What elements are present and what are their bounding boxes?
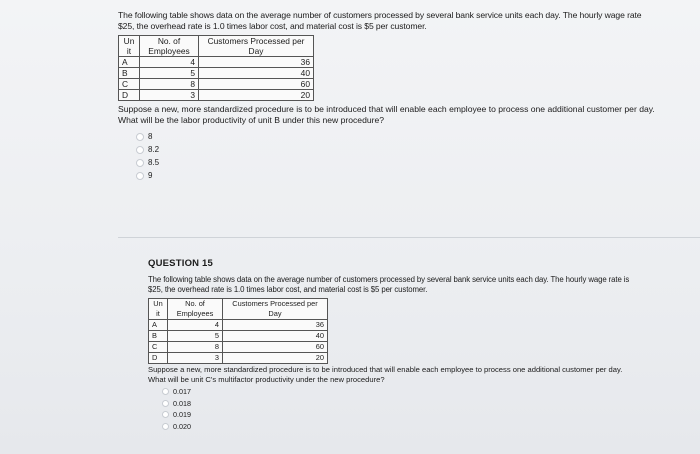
unit-cell: C bbox=[149, 342, 168, 353]
option-label: 0.018 bbox=[173, 398, 191, 408]
intro-line: $25, the overhead rate is 1.0 times labor cost, and material cost is $5 per customer. bbox=[148, 285, 428, 294]
intro-line: $25, the overhead rate is 1.0 times labor cost, and material cost is $5 per customer. bbox=[118, 21, 427, 31]
table-row bbox=[149, 353, 328, 364]
customers-cell: 36 bbox=[199, 57, 314, 68]
table-row bbox=[149, 331, 328, 342]
employees-cell: 4 bbox=[168, 320, 223, 331]
unit-cell: B bbox=[119, 68, 140, 79]
answer-option[interactable] bbox=[136, 156, 698, 169]
section-divider bbox=[118, 237, 700, 238]
data-table bbox=[118, 35, 314, 101]
customers-cell: 20 bbox=[223, 353, 328, 364]
question-1-prompt bbox=[118, 104, 698, 126]
radio-button[interactable] bbox=[136, 172, 144, 180]
employees-cell: 5 bbox=[140, 68, 199, 79]
answer-option[interactable] bbox=[162, 409, 698, 421]
answer-option[interactable] bbox=[136, 169, 698, 182]
intro-line: The following table shows data on the average number of customers processed by several bank service units each day. The hourly wage rate bbox=[118, 10, 642, 20]
answer-option[interactable] bbox=[162, 421, 698, 433]
radio-button[interactable] bbox=[162, 388, 169, 395]
employees-cell: 8 bbox=[168, 342, 223, 353]
unit-cell: D bbox=[119, 90, 140, 101]
question-1-intro bbox=[118, 10, 698, 32]
question-15-prompt bbox=[148, 365, 698, 384]
column-header-unit: Un it bbox=[149, 299, 168, 320]
table-row bbox=[149, 342, 328, 353]
column-header-unit: Un it bbox=[119, 36, 140, 57]
employees-cell: 8 bbox=[140, 79, 199, 90]
answer-option[interactable] bbox=[162, 386, 698, 398]
unit-cell: A bbox=[149, 320, 168, 331]
column-header-customers: Customers Processed per Day bbox=[199, 36, 314, 57]
data-table bbox=[148, 298, 328, 364]
unit-cell: A bbox=[119, 57, 140, 68]
table-row bbox=[119, 57, 314, 68]
employees-cell: 3 bbox=[168, 353, 223, 364]
table-row bbox=[119, 90, 314, 101]
option-label: 0.017 bbox=[173, 387, 191, 397]
prompt-line: Suppose a new, more standardized procedure is to be introduced that will enable each employee to process one additional customer per day. bbox=[118, 104, 655, 114]
customers-cell: 40 bbox=[223, 331, 328, 342]
option-label: 9 bbox=[148, 171, 153, 180]
employees-cell: 4 bbox=[140, 57, 199, 68]
answer-options bbox=[118, 130, 698, 182]
answer-option[interactable] bbox=[136, 143, 698, 156]
intro-line: The following table shows data on the average number of customers processed by several bank service units each day. The hourly wage rate is bbox=[148, 275, 630, 284]
column-header-customers: Customers Processed per Day bbox=[223, 299, 328, 320]
answer-option[interactable] bbox=[136, 130, 698, 143]
customers-cell: 60 bbox=[223, 342, 328, 353]
radio-button[interactable] bbox=[162, 411, 169, 418]
option-label: 8.2 bbox=[148, 145, 160, 154]
employees-cell: 3 bbox=[140, 90, 199, 101]
question-1 bbox=[118, 10, 698, 182]
prompt-line: Suppose a new, more standardized procedure is to be introduced that will enable each employee to process one additional customer per day. bbox=[148, 365, 623, 374]
unit-cell: D bbox=[149, 353, 168, 364]
answer-option[interactable] bbox=[162, 398, 698, 410]
prompt-line: What will be unit C's multifactor productivity under the new procedure? bbox=[148, 374, 385, 384]
unit-cell: C bbox=[119, 79, 140, 90]
option-label: 0.020 bbox=[173, 421, 191, 431]
column-header-employees: No. of Employees bbox=[168, 299, 223, 320]
option-label: 8.5 bbox=[148, 158, 160, 167]
question-15-intro bbox=[148, 275, 698, 295]
radio-button[interactable] bbox=[136, 159, 144, 167]
option-label: 0.019 bbox=[173, 410, 191, 420]
unit-cell: B bbox=[149, 331, 168, 342]
table-row bbox=[119, 79, 314, 90]
employees-cell: 5 bbox=[168, 331, 223, 342]
customers-cell: 36 bbox=[223, 320, 328, 331]
table-row bbox=[149, 320, 328, 331]
radio-button[interactable] bbox=[162, 400, 169, 407]
column-header-employees: No. of Employees bbox=[140, 36, 199, 57]
radio-button[interactable] bbox=[136, 133, 144, 141]
radio-button[interactable] bbox=[136, 146, 144, 154]
radio-button[interactable] bbox=[162, 423, 169, 430]
customers-cell: 20 bbox=[199, 90, 314, 101]
answer-options bbox=[148, 386, 698, 432]
table-row bbox=[119, 68, 314, 79]
customers-cell: 60 bbox=[199, 79, 314, 90]
option-label: 8 bbox=[148, 132, 153, 141]
question-title: QUESTION 15 bbox=[148, 258, 214, 269]
customers-cell: 40 bbox=[199, 68, 314, 79]
prompt-line: What will be the labor productivity of unit B under this new procedure? bbox=[118, 115, 385, 125]
question-15 bbox=[148, 258, 698, 432]
